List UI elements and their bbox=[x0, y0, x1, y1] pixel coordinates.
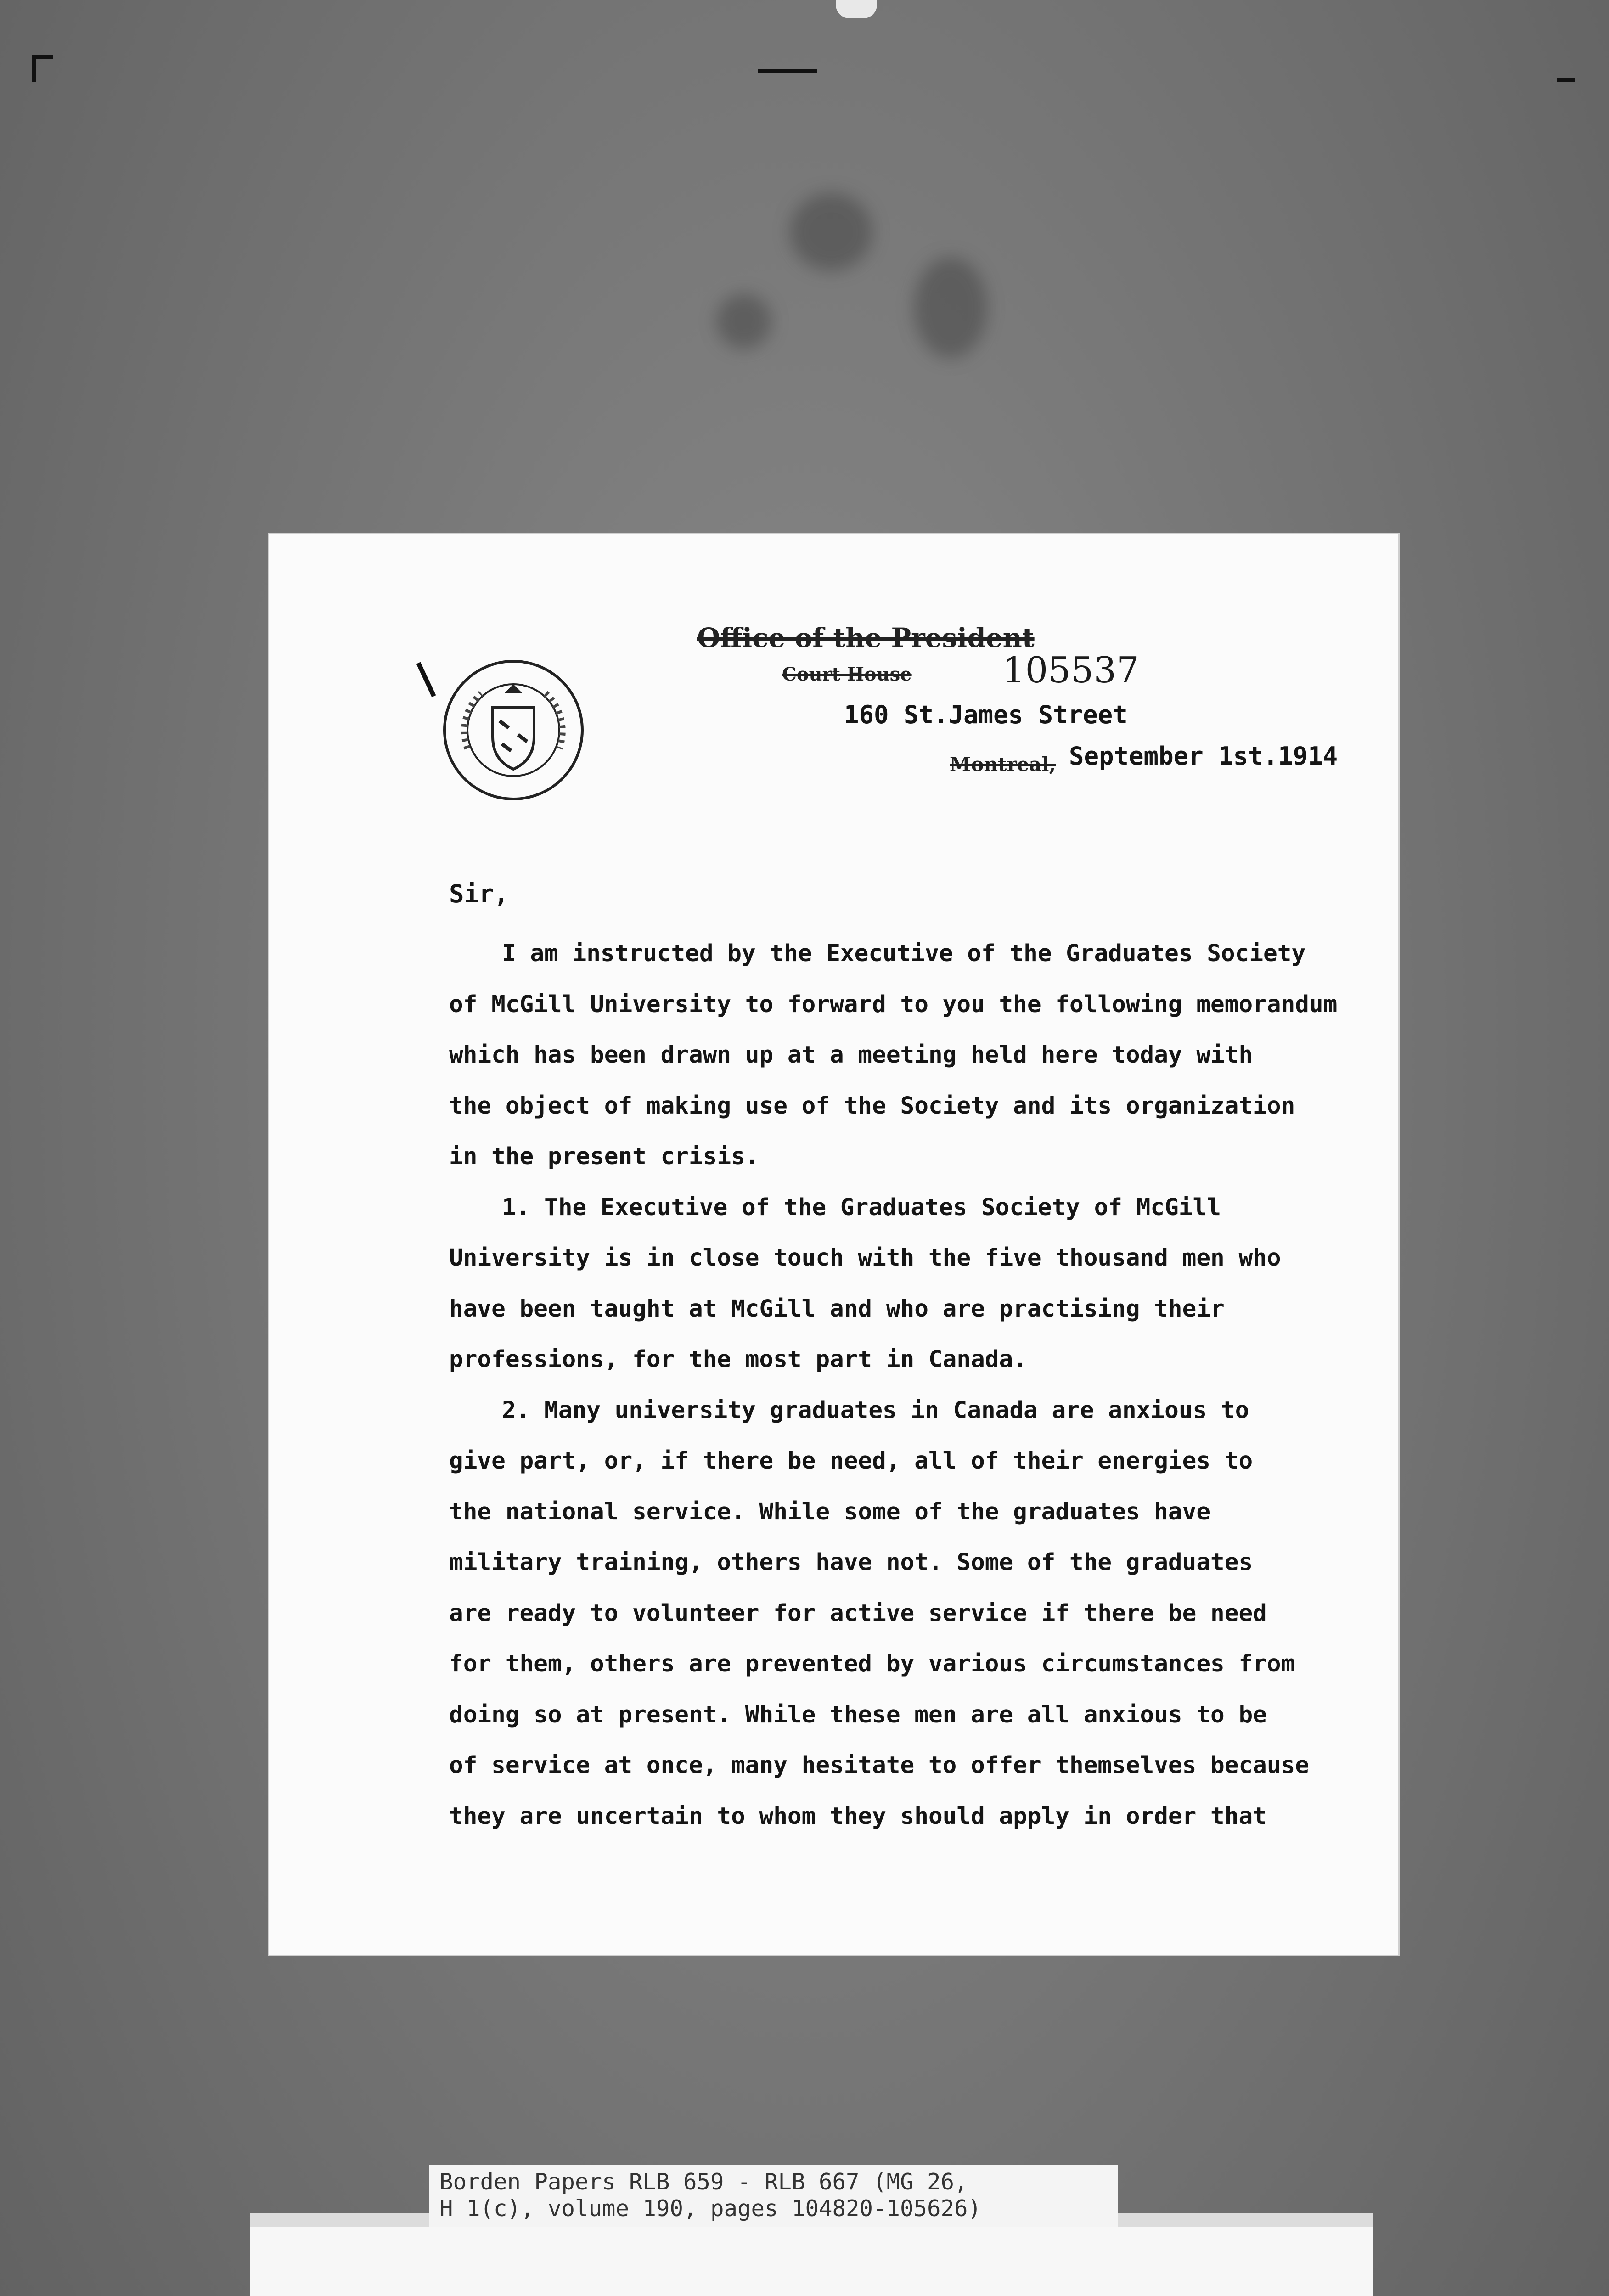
street-address: 160 St.James Street bbox=[844, 700, 1128, 729]
body-line: military training, others have not. Some of the graduates bbox=[449, 1549, 1253, 1576]
body-line: in the present crisis. bbox=[449, 1143, 759, 1170]
crop-corner-mark bbox=[32, 55, 53, 82]
body-line: 1. The Executive of the Graduates Society of McGill bbox=[502, 1193, 1221, 1221]
film-smudge bbox=[790, 193, 872, 271]
struck-city: Montreal, bbox=[950, 753, 1056, 776]
registration-dash-right bbox=[1557, 78, 1575, 82]
reference-line-1: Borden Papers RLB 659 - RLB 667 (MG 26, bbox=[439, 2169, 968, 2195]
body-line: the object of making use of the Society and its organization bbox=[449, 1092, 1295, 1120]
film-smudge bbox=[716, 294, 771, 349]
body-line: of service at once, many hesitate to offer themselves because bbox=[449, 1752, 1309, 1779]
letter-date: September 1st.1914 bbox=[1069, 742, 1338, 771]
body-line: have been taught at McGill and who are practising their bbox=[449, 1295, 1225, 1322]
body-line: I am instructed by the Executive of the Graduates Society bbox=[502, 940, 1306, 967]
letter-page bbox=[268, 533, 1400, 1956]
society-seal-icon bbox=[440, 657, 587, 804]
pencil-tick-mark bbox=[416, 662, 436, 698]
film-smudge bbox=[914, 257, 987, 358]
body-line: which has been drawn up at a meeting held here today with bbox=[449, 1041, 1253, 1069]
body-line: give part, or, if there be need, all of their energies to bbox=[449, 1447, 1253, 1474]
film-tab bbox=[836, 0, 877, 18]
registration-dash bbox=[758, 69, 817, 73]
body-line: the national service. While some of the graduates have bbox=[449, 1498, 1211, 1525]
salutation: Sir, bbox=[449, 879, 509, 908]
reference-line-2: H 1(c), volume 190, pages 104820-105626) bbox=[439, 2195, 982, 2222]
body-line: doing so at present. While these men are all anxious to be bbox=[449, 1701, 1267, 1728]
body-line: are ready to volunteer for active service if there be need bbox=[449, 1599, 1267, 1627]
reference-strip bbox=[429, 2165, 1118, 2227]
body-line: for them, others are prevented by various circumstances from bbox=[449, 1650, 1295, 1677]
struck-letterhead-title: Office of the President bbox=[697, 622, 1035, 653]
body-line: professions, for the most part in Canada. bbox=[449, 1346, 1027, 1373]
document-number: 105537 bbox=[1002, 650, 1139, 691]
letter-body bbox=[449, 929, 1367, 1842]
body-line: 2. Many university graduates in Canada are anxious to bbox=[502, 1396, 1249, 1424]
body-line: they are uncertain to whom they should apply in order that bbox=[449, 1802, 1267, 1830]
body-line: of McGill University to forward to you the following memorandum bbox=[449, 990, 1338, 1018]
body-line: University is in close touch with the five thousand men who bbox=[449, 1244, 1281, 1272]
struck-letterhead-subtitle: Court House bbox=[782, 664, 912, 685]
